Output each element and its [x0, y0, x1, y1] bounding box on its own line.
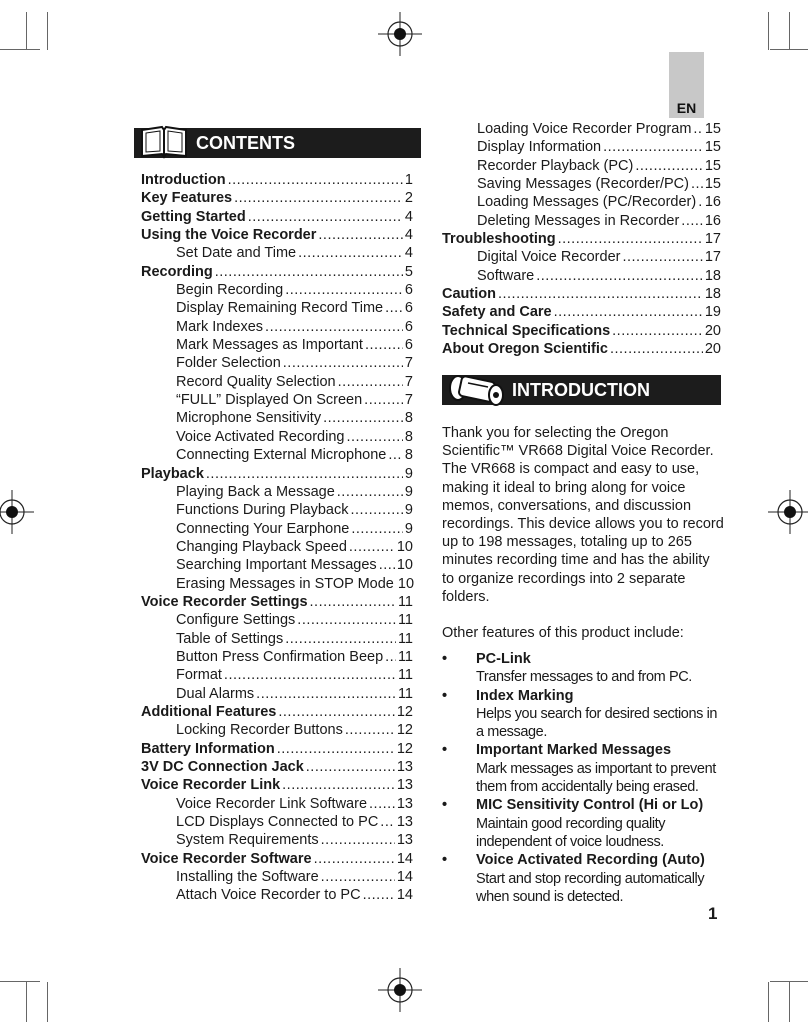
toc-entry[interactable] — [141, 556, 413, 574]
toc-entry[interactable] — [442, 120, 721, 138]
toc-entry[interactable] — [141, 465, 413, 483]
toc-entry[interactable] — [141, 538, 413, 556]
toc-dot-leader — [350, 501, 402, 519]
toc-dot-leader — [337, 483, 403, 501]
toc-entry-page: 11 — [397, 612, 413, 629]
toc-entry[interactable] — [141, 703, 413, 721]
toc-entry-title: Voice Recorder Software — [141, 850, 312, 867]
toc-entry-title: “FULL” Displayed On Screen — [176, 392, 363, 409]
toc-entry-title: Voice Recorder Settings — [141, 593, 308, 610]
toc-entry-page: 20 — [704, 341, 721, 358]
toc-entry-title: 3V DC Connection Jack — [141, 759, 304, 775]
toc-entry-page: 4 — [404, 245, 413, 262]
toc-dot-leader — [285, 630, 396, 648]
toc-entry-title: Connecting External Microphone — [176, 447, 387, 464]
toc-dot-leader — [369, 795, 395, 813]
toc-entry[interactable] — [141, 318, 413, 336]
toc-dot-leader — [612, 322, 703, 340]
toc-dot-leader — [306, 758, 395, 776]
toc-dot-leader — [698, 193, 703, 211]
toc-dot-leader — [498, 285, 703, 303]
toc-entry[interactable] — [141, 648, 413, 666]
features-lead-in: Other features of this product include: — [442, 625, 684, 642]
crosshair-registration-mark-icon — [378, 12, 422, 56]
feature-description: Helps you search for desired sections in a message. — [476, 705, 718, 741]
toc-entry[interactable] — [141, 428, 413, 446]
toc-dot-leader — [314, 850, 395, 868]
toc-entry[interactable] — [141, 446, 413, 464]
toc-entry-title: Voice Activated Recording — [176, 428, 345, 445]
toc-entry[interactable] — [141, 611, 413, 629]
toc-entry[interactable] — [141, 886, 413, 904]
toc-entry-page: 7 — [404, 392, 413, 409]
toc-entry-page: 1 — [404, 172, 413, 188]
toc-entry-title: Introduction — [141, 172, 226, 188]
toc-entry-page: 18 — [704, 267, 721, 284]
toc-entry[interactable] — [141, 850, 413, 868]
contents-heading-banner — [134, 128, 421, 158]
toc-entry[interactable] — [442, 340, 721, 358]
toc-dot-leader — [345, 721, 395, 739]
toc-entry-page: 8 — [404, 410, 413, 427]
toc-dot-leader — [265, 318, 403, 336]
feature-list-item — [442, 796, 724, 851]
toc-entry-page: 13 — [396, 777, 413, 794]
toc-dot-leader — [323, 409, 403, 427]
toc-entry[interactable] — [141, 299, 413, 317]
toc-entry[interactable] — [442, 138, 721, 156]
toc-entry-title: LCD Displays Connected to PC — [176, 814, 379, 831]
toc-entry-title: Erasing Messages in STOP Mode — [176, 575, 394, 592]
introduction-paragraph: Thank you for selecting the Oregon Scientific™ VR668 Digital Voice Recorder. The VR668 is compact and easy to use, making it ideal to bring along for voice memos, conversations, and discussion recordings. This device allows you to record up to 198 messages, totaling up to 265 minutes recording time and has the ability to organize recordings into 2 separate folders. — [442, 425, 724, 605]
toc-entry[interactable] — [141, 354, 413, 372]
crop-mark-top-left-h — [0, 49, 40, 50]
toc-entry-title: Button Press Confirmation Beep — [176, 648, 384, 665]
crop-mark-bottom-left-v2 — [26, 982, 27, 1022]
toc-entry[interactable] — [141, 409, 413, 427]
toc-entry-title: Begin Recording — [176, 282, 284, 299]
toc-entry-page: 13 — [396, 814, 413, 831]
toc-entry[interactable] — [141, 208, 413, 226]
toc-entry[interactable] — [442, 212, 721, 230]
toc-entry-page: 8 — [404, 447, 413, 464]
toc-dot-leader — [298, 244, 403, 262]
crosshair-registration-mark-icon — [0, 490, 34, 534]
toc-entry[interactable] — [442, 303, 721, 321]
toc-entry-page: 7 — [404, 355, 413, 372]
toc-dot-leader — [318, 226, 403, 244]
toc-entry-title: Recorder Playback (PC) — [477, 157, 634, 174]
toc-entry-title: Functions During Playback — [176, 502, 349, 519]
toc-entry-title: Locking Recorder Buttons — [176, 722, 343, 739]
toc-entry-page: 20 — [704, 322, 721, 339]
toc-dot-leader — [610, 340, 703, 358]
toc-entry-page: 6 — [404, 337, 413, 354]
toc-dot-leader — [388, 446, 403, 464]
voice-recorder-icon — [446, 371, 508, 409]
crop-mark-top-left-v2 — [26, 12, 27, 50]
bullet-icon: • — [442, 797, 448, 814]
toc-entry-title: Safety and Care — [442, 304, 552, 321]
bullet-icon: • — [442, 742, 448, 759]
toc-dot-leader — [277, 740, 395, 758]
toc-entry-title: Deleting Messages in Recorder — [477, 212, 680, 229]
toc-entry-title: Record Quality Selection — [176, 373, 336, 390]
toc-entry-page: 11 — [397, 648, 413, 665]
toc-dot-leader — [554, 303, 703, 321]
crop-mark-bottom-left-h — [0, 981, 40, 982]
toc-entry[interactable] — [141, 575, 413, 593]
crop-mark-bottom-right-h — [770, 981, 808, 982]
toc-entry-page: 11 — [397, 630, 413, 647]
toc-entry-page: 15 — [704, 139, 721, 156]
toc-dot-leader — [248, 208, 403, 226]
toc-entry[interactable] — [442, 322, 721, 340]
toc-entry-title: Battery Information — [141, 740, 275, 757]
toc-dot-leader — [285, 281, 403, 299]
toc-entry-title: Key Features — [141, 190, 233, 207]
toc-entry-title: Display Remaining Record Time — [176, 300, 384, 317]
toc-entry-page: 5 — [404, 263, 413, 280]
toc-dot-leader — [338, 373, 403, 391]
toc-entry[interactable] — [141, 831, 413, 849]
toc-entry-page: 15 — [704, 157, 721, 174]
introduction-heading: INTRODUCTION — [512, 380, 650, 400]
toc-entry-page: 13 — [396, 795, 413, 812]
crop-mark-top-right-h — [770, 49, 808, 50]
toc-dot-leader — [365, 336, 403, 354]
feature-description: Start and stop recording automatically when sound is detected. — [476, 870, 705, 905]
feature-list-item — [442, 650, 724, 687]
introduction-heading-banner — [442, 375, 721, 405]
toc-entry-page: 15 — [704, 121, 721, 137]
toc-entry-title: Playback — [141, 465, 204, 482]
feature-title: Important Marked Messages — [476, 742, 672, 759]
toc-entry[interactable] — [442, 157, 721, 175]
toc-entry-title: Connecting Your Earphone — [176, 520, 350, 537]
toc-entry-title: Getting Started — [141, 208, 246, 225]
toc-dot-leader — [363, 886, 395, 904]
toc-entry-page: 2 — [404, 190, 413, 207]
toc-dot-leader — [622, 248, 702, 266]
toc-entry-title: Attach Voice Recorder to PC — [176, 887, 361, 904]
toc-entry-page: 14 — [396, 850, 413, 867]
toc-entry-page: 14 — [396, 887, 413, 904]
table-of-contents-column-left — [141, 171, 413, 905]
toc-dot-leader — [228, 171, 403, 189]
toc-entry-page: 16 — [704, 194, 721, 211]
toc-dot-leader — [681, 212, 703, 230]
toc-entry[interactable] — [141, 281, 413, 299]
toc-entry[interactable] — [141, 391, 413, 409]
toc-entry[interactable] — [141, 171, 413, 189]
toc-entry-title: Mark Messages as Important — [176, 337, 363, 354]
toc-entry-page: 9 — [404, 465, 413, 482]
crop-mark-bottom-right-v2 — [789, 982, 790, 1022]
toc-entry-page: 11 — [397, 667, 413, 684]
toc-dot-leader — [379, 556, 395, 574]
toc-entry-page: 10 — [396, 557, 413, 574]
toc-entry-page: 16 — [704, 212, 721, 229]
toc-entry-page: 6 — [404, 318, 413, 335]
toc-entry-page: 12 — [396, 740, 413, 757]
toc-entry[interactable] — [141, 776, 413, 794]
crop-mark-bottom-left-v — [47, 982, 48, 1022]
toc-entry-title: Folder Selection — [176, 355, 281, 372]
toc-entry-title: About Oregon Scientific — [442, 341, 608, 358]
toc-entry[interactable] — [442, 248, 721, 266]
toc-entry-page: 10 — [397, 575, 415, 592]
toc-entry[interactable] — [141, 868, 413, 886]
toc-dot-leader — [603, 138, 703, 156]
toc-entry[interactable] — [141, 666, 413, 684]
toc-entry-page: 6 — [404, 282, 413, 299]
toc-dot-leader — [558, 230, 703, 248]
toc-dot-leader — [385, 299, 403, 317]
toc-dot-leader — [691, 175, 703, 193]
toc-entry[interactable] — [141, 483, 413, 501]
toc-dot-leader — [278, 703, 395, 721]
feature-description: Transfer messages to and from PC. — [476, 669, 692, 686]
toc-dot-leader — [536, 267, 703, 285]
crop-mark-top-right-v — [768, 12, 769, 50]
toc-entry-title: Software — [477, 267, 535, 284]
page-number: 1 — [708, 904, 718, 923]
toc-dot-leader — [215, 263, 403, 281]
crop-mark-top-right-v2 — [789, 12, 790, 50]
toc-entry-page: 9 — [404, 502, 413, 519]
toc-dot-leader — [224, 666, 396, 684]
feature-list — [442, 650, 724, 906]
toc-entry[interactable] — [141, 373, 413, 391]
feature-description: Maintain good recording quality independent of voice loudness. — [476, 815, 666, 850]
toc-dot-leader — [282, 776, 395, 794]
toc-entry[interactable] — [141, 501, 413, 519]
toc-entry[interactable] — [442, 193, 721, 211]
toc-entry[interactable] — [141, 630, 413, 648]
toc-entry-page: 9 — [404, 520, 413, 537]
toc-entry-page: 7 — [404, 373, 413, 390]
crosshair-registration-mark-icon — [768, 490, 808, 534]
toc-entry-title: Dual Alarms — [176, 685, 255, 702]
toc-entry[interactable] — [141, 226, 413, 244]
feature-title: PC-Link — [476, 651, 531, 667]
toc-dot-leader — [321, 831, 395, 849]
toc-entry-page: 10 — [396, 538, 413, 555]
toc-dot-leader — [385, 648, 396, 666]
toc-entry-page: 13 — [396, 832, 413, 849]
language-tab-label: EN — [676, 100, 697, 116]
toc-entry[interactable] — [141, 263, 413, 281]
toc-entry-title: Searching Important Messages — [176, 557, 377, 574]
toc-dot-leader — [635, 157, 703, 175]
toc-entry[interactable] — [141, 795, 413, 813]
toc-dot-leader — [321, 868, 395, 886]
toc-entry-page: 4 — [404, 227, 413, 244]
feature-title: Voice Activated Recording (Auto) — [476, 852, 705, 869]
toc-entry[interactable] — [141, 520, 413, 538]
toc-dot-leader — [693, 120, 702, 138]
toc-entry-title: Saving Messages (Recorder/PC) — [477, 176, 689, 193]
crosshair-registration-mark-icon — [378, 968, 422, 1012]
toc-entry-title: Configure Settings — [176, 612, 296, 629]
crop-mark-bottom-right-v — [768, 982, 769, 1022]
toc-dot-leader — [351, 520, 403, 538]
toc-entry-title: Troubleshooting — [442, 231, 556, 248]
toc-entry-title: Loading Voice Recorder Program — [477, 121, 692, 137]
toc-entry-page: 12 — [396, 722, 413, 739]
toc-entry-page: 9 — [404, 483, 413, 500]
toc-entry[interactable] — [442, 267, 721, 285]
feature-title: Index Marking — [476, 687, 574, 704]
crop-mark-top-left-v — [47, 12, 48, 50]
toc-entry-title: Loading Messages (PC/Recorder) — [477, 194, 697, 211]
toc-entry-title: System Requirements — [176, 832, 319, 849]
toc-entry[interactable] — [141, 813, 413, 831]
feature-title: MIC Sensitivity Control (Hi or Lo) — [476, 797, 704, 814]
toc-entry-title: Voice Recorder Link Software — [176, 795, 368, 812]
toc-entry-title: Using the Voice Recorder — [141, 227, 317, 244]
open-book-icon — [138, 124, 190, 160]
toc-entry-title: Additional Features — [141, 703, 277, 720]
toc-entry-page: 13 — [396, 759, 413, 775]
toc-dot-leader — [364, 391, 403, 409]
toc-entry[interactable] — [141, 593, 413, 611]
toc-dot-leader — [310, 593, 396, 611]
toc-entry-title: Changing Playback Speed — [176, 538, 347, 555]
toc-entry-page: 8 — [404, 428, 413, 445]
toc-entry[interactable] — [141, 685, 413, 703]
toc-dot-leader — [256, 685, 396, 703]
toc-entry[interactable] — [141, 189, 413, 207]
toc-dot-leader — [349, 538, 395, 556]
toc-entry-title: Technical Specifications — [442, 322, 611, 339]
feature-list-item — [442, 851, 724, 906]
toc-entry-title: Mark Indexes — [176, 318, 264, 335]
toc-entry-title: Table of Settings — [176, 630, 284, 647]
toc-entry-page: 15 — [704, 176, 721, 193]
toc-entry[interactable] — [442, 285, 721, 303]
toc-entry-page: 12 — [396, 703, 413, 720]
feature-list-item — [442, 687, 724, 742]
toc-entry-title: Voice Recorder Link — [141, 777, 281, 794]
toc-dot-leader — [234, 189, 403, 207]
toc-entry[interactable] — [141, 244, 413, 262]
toc-entry-title: Installing the Software — [176, 869, 319, 886]
toc-entry[interactable] — [141, 721, 413, 739]
toc-entry[interactable] — [442, 175, 721, 193]
toc-entry-title: Playing Back a Message — [176, 483, 335, 500]
toc-dot-leader — [380, 813, 395, 831]
toc-dot-leader — [346, 428, 402, 446]
introduction-body — [442, 424, 724, 642]
toc-entry-page: 17 — [704, 231, 721, 248]
bullet-icon: • — [442, 687, 448, 704]
toc-entry-title: Recording — [141, 263, 213, 280]
toc-entry-title: Display Information — [477, 139, 602, 156]
toc-entry-title: Set Date and Time — [176, 245, 297, 262]
toc-entry-page: 11 — [397, 685, 413, 702]
feature-description: Mark messages as important to prevent them from accidentally being erased. — [476, 760, 716, 796]
toc-entry-page: 4 — [404, 208, 413, 225]
toc-entry-page: 14 — [396, 869, 413, 886]
bullet-icon: • — [442, 651, 448, 667]
toc-dot-leader — [206, 465, 403, 483]
toc-entry-title: Format — [176, 667, 222, 684]
toc-entry[interactable] — [141, 336, 413, 354]
toc-entry[interactable] — [442, 230, 721, 248]
toc-entry-page: 11 — [397, 593, 413, 610]
feature-list-item — [442, 741, 724, 796]
toc-entry-title: Digital Voice Recorder — [477, 249, 621, 266]
toc-dot-leader — [297, 611, 396, 629]
toc-entry-page: 6 — [404, 300, 413, 317]
bullet-icon: • — [442, 852, 448, 869]
toc-entry-title: Microphone Sensitivity — [176, 410, 322, 427]
toc-entry[interactable] — [141, 758, 413, 776]
toc-entry-page: 17 — [704, 249, 721, 266]
toc-entry-page: 19 — [704, 304, 721, 321]
toc-entry-page: 18 — [704, 286, 721, 303]
table-of-contents-column-right — [442, 120, 721, 358]
toc-dot-leader — [283, 354, 403, 372]
toc-entry-title: Caution — [442, 286, 496, 303]
contents-heading: CONTENTS — [196, 133, 295, 153]
toc-entry[interactable] — [141, 740, 413, 758]
